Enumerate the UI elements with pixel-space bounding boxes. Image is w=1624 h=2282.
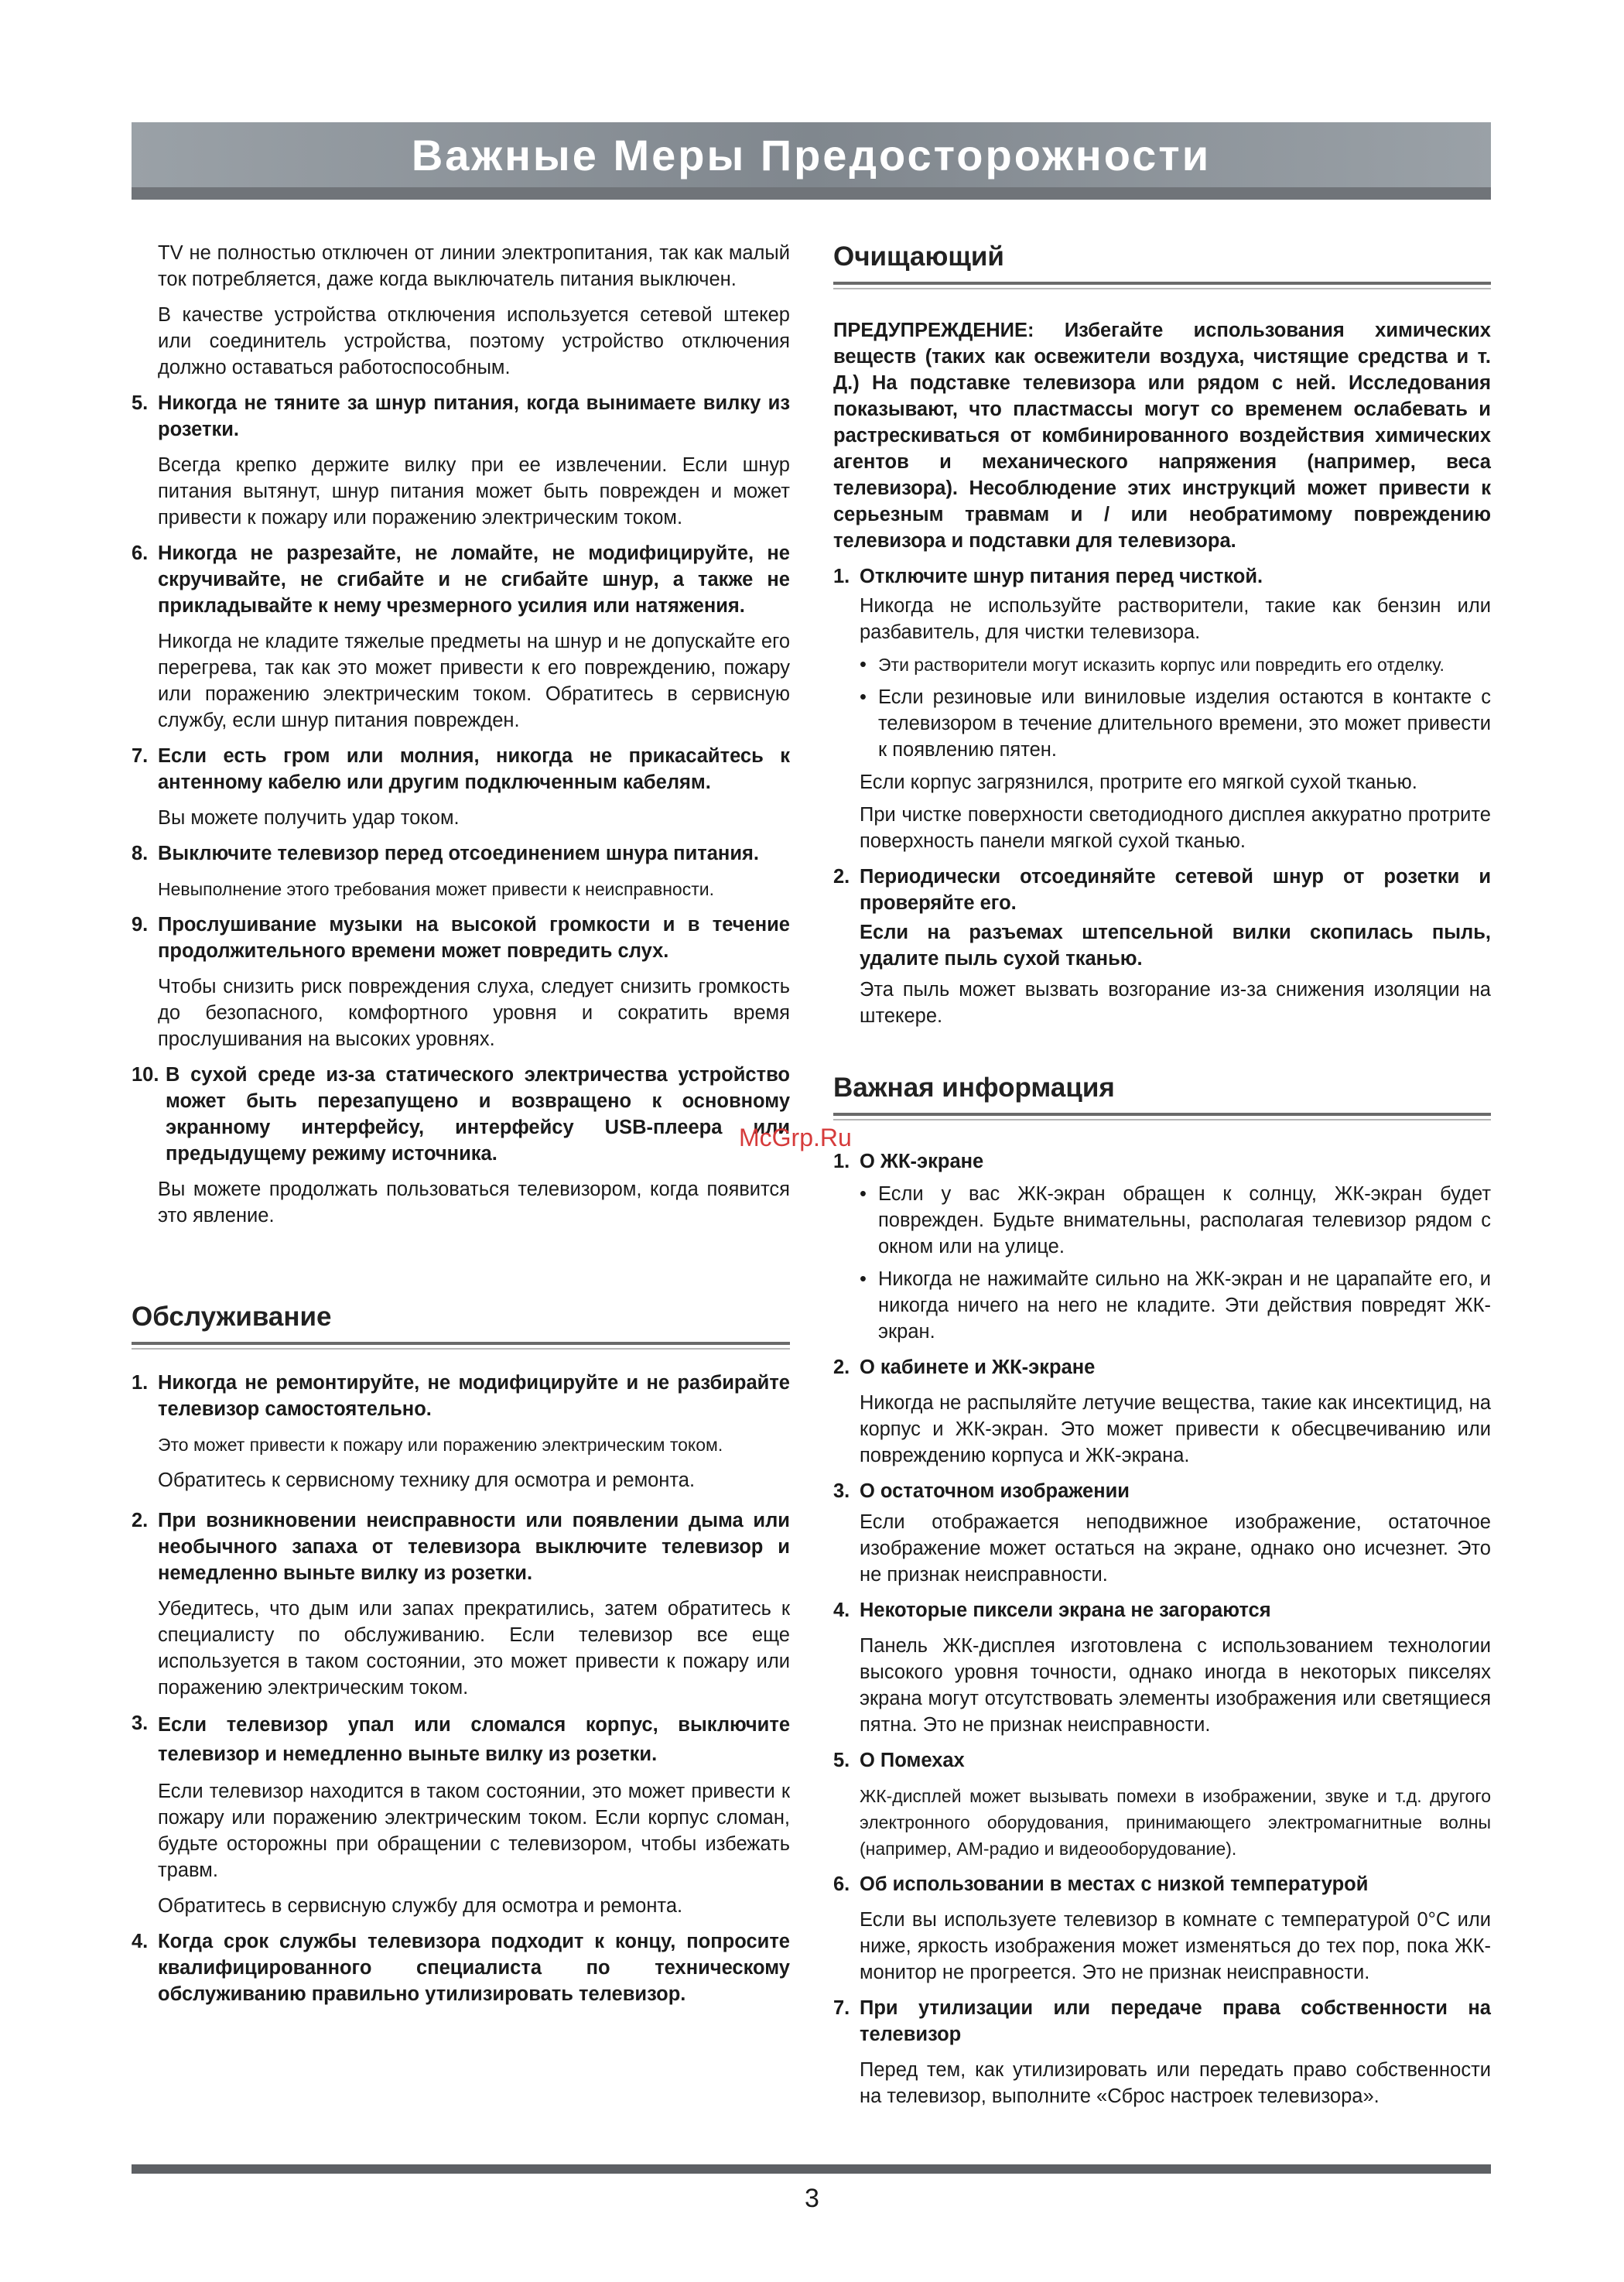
- item-body: ЖК-дисплей может вызывать помехи в изображении, звуке и т.д. другого электронного оборудования, принимающего электромагнитные волны (например, AM-радио и видеооборудование).: [860, 1786, 1491, 1859]
- item-title: Никогда не разрезайте, не ломайте, не модифицируйте, не скручивайте, не сгибайте и не сгибайте шнур, а также не прикладывайте к нему чрезмерного усилия или натяжения.: [158, 542, 790, 617]
- item-number: 2.: [833, 1357, 850, 1378]
- item-title: При утилизации или передаче права собственности на телевизор: [860, 1997, 1491, 2045]
- right-column: [833, 240, 1491, 2109]
- item-body: Если вы используете телевизор в комнате с температурой 0°C или ниже, яркость изображения может изменяться до тех пор, пока ЖК-монитор не прогреется. Это не признак неисправности.: [860, 1909, 1491, 1983]
- section-title-cleaning: Очищающий: [833, 241, 1004, 272]
- page-number: 3: [805, 2184, 819, 2213]
- list-item: [833, 864, 1491, 916]
- item-number: 10.: [132, 1064, 159, 1086]
- item-title: Выключите телевизор перед отсоединением шнура питания.: [158, 843, 759, 864]
- item-body: Никогда не используйте растворители, такие как бензин или разбавитель, для чистки телевизора.: [860, 595, 1491, 643]
- section-divider: [833, 1113, 1491, 1120]
- item-body: Перед тем, как утилизировать или передать право собственности на телевизор, выполните «Сброс настроек телевизора».: [860, 2059, 1491, 2107]
- item-title: Прослушивание музыки на высокой громкости и в течение продолжительного времени может повредить слух.: [158, 914, 790, 962]
- item-number: 4.: [833, 1599, 850, 1621]
- list-item: [833, 1871, 1491, 1897]
- bullet-item: [833, 1266, 1491, 1345]
- item-title: При возникновении неисправности или появлении дыма или необычного запаха от телевизора выключите телевизор и немедленно выньте вилку из розетки.: [158, 1510, 790, 1584]
- item-title-continued: Если на разъемах штепсельной вилки скопилась пыль, удалите пыль сухой тканью.: [860, 922, 1491, 970]
- bullet-text: Никогда не нажимайте сильно на ЖК-экран и не царапайте его, и никогда ничего на него не кладите. Эти действия повредят ЖК-экран.: [878, 1268, 1491, 1343]
- page-header-banner: [132, 122, 1491, 187]
- item-number: 1.: [132, 1372, 149, 1394]
- list-item: [132, 1062, 790, 1167]
- list-item: [132, 1370, 790, 1422]
- list-item: [833, 1597, 1491, 1623]
- item-body: Если корпус загрязнился, протрите его мягкой сухой тканью.: [860, 772, 1417, 793]
- section-divider: [132, 1342, 790, 1350]
- item-body: Убедитесь, что дым или запах прекратились, затем обратитесь к специалисту по обслуживанию. Если телевизор все еще используется в таком состоянии, это может привести к пожару или поражению электрическим током.: [158, 1598, 790, 1699]
- list-item: [833, 1354, 1491, 1380]
- item-number: 4.: [132, 1931, 149, 1952]
- item-body: Панель ЖК-дисплея изготовлена с использованием технологии высокого уровня точности, однако иногда в некоторых пикселях экрана могут отсутствовать элементы изображения или светящиеся пятна. Это не признак неисправности.: [860, 1635, 1491, 1736]
- bullet-icon: •: [860, 1268, 867, 1290]
- item-number: 7.: [132, 745, 149, 767]
- item-body: Это может привести к пожару или поражению электрическим током.: [158, 1435, 723, 1455]
- item-title: О остаточном изображении: [860, 1480, 1130, 1502]
- section-divider: [833, 282, 1491, 289]
- item-body: Никогда не распыляйте летучие вещества, такие как инсектицид, на корпус и ЖК-экран. Это может привести к обесцвечиванию или повреждению корпуса и ЖК-экрана.: [860, 1392, 1491, 1466]
- bullet-text: Если у вас ЖК-экран обращен к солнцу, ЖК-экран будет поврежден. Будьте внимательны, располагая телевизор рядом с окном или на улице.: [878, 1183, 1491, 1257]
- item-title: Если телевизор упал или сломался корпус, выключите телевизор и немедленно выньте вилку из розетки.: [158, 1714, 790, 1765]
- item-title: Никогда не ремонтируйте, не модифицируйте и не разбирайте телевизор самостоятельно.: [158, 1372, 790, 1420]
- item-title: Если есть гром или молния, никогда не прикасайтесь к антенному кабелю или другим подключенным кабелям.: [158, 745, 790, 793]
- footer-rule: [132, 2164, 1491, 2174]
- item-number: 7.: [833, 1997, 850, 2019]
- item-body: Всегда крепко держите вилку при ее извлечении. Если шнур питания вытянут, шнур питания может быть поврежден и может привести к пожару или поражению электрическим током.: [158, 454, 790, 529]
- item-number: 8.: [132, 843, 149, 864]
- bullet-icon: •: [860, 1183, 867, 1205]
- item-number: 2.: [833, 866, 850, 888]
- item-title: О кабинете и ЖК-экране: [860, 1357, 1096, 1378]
- list-item: [132, 743, 790, 795]
- bullet-item: [833, 684, 1491, 763]
- list-item: [132, 1507, 790, 1586]
- item-number: 5.: [132, 392, 149, 414]
- list-item: [833, 1148, 1491, 1175]
- item-body: Вы можете получить удар током.: [158, 807, 460, 829]
- item-number: 1.: [833, 1151, 850, 1172]
- intro-paragraph: TV не полностью отключен от линии электропитания, так как малый ток потребляется, даже когда выключатель питания выключен.: [158, 242, 790, 290]
- section-title-info: Важная информация: [833, 1073, 1115, 1103]
- list-item: [132, 1928, 790, 2007]
- header-underline: [132, 187, 1491, 200]
- section-title-service: Обслуживание: [132, 1302, 332, 1332]
- warning-paragraph: ПРЕДУПРЕЖДЕНИЕ: Избегайте использования химических веществ (таких как освежители воздуха, чистящие средства и т. Д.) На подставке телевизора или рядом с ней. Исследования показывают, что пластмассы могут со временем ослабевать и растрескиваться от комбинированного воздействия химических агентов и механического напряжения (например, веса телевизора). Несоблюдение этих инструкций может привести к серьезным травмам и / или необратимому повреждению телевизора и подставки для телевизора.: [833, 320, 1491, 552]
- list-item: [132, 540, 790, 619]
- left-column: [132, 240, 790, 2007]
- item-body: Если отображается неподвижное изображение, остаточное изображение может остаться на экране, однако оно исчезнет. Это не признак неисправности.: [860, 1511, 1491, 1586]
- item-number: 6.: [833, 1873, 850, 1895]
- item-number: 9.: [132, 914, 149, 936]
- item-title: Отключите шнур питания перед чисткой.: [860, 566, 1263, 587]
- list-item: [132, 840, 790, 867]
- item-number: 5.: [833, 1750, 850, 1771]
- bullet-item: [833, 1181, 1491, 1260]
- item-number: 2.: [132, 1510, 149, 1531]
- item-title: О ЖК-экране: [860, 1151, 984, 1172]
- list-item: [132, 912, 790, 964]
- item-number: 6.: [132, 542, 149, 564]
- intro-paragraph: В качестве устройства отключения используется сетевой штекер или соединитель устройства, поэтому устройство отключения должно оставаться работоспособным.: [158, 304, 790, 378]
- item-title: В сухой среде из-за статического электричества устройство может быть перезапущено и возвращено к основному экранному интерфейсу, интерфейсу USB-плеера или предыдущему режиму источника.: [166, 1064, 790, 1165]
- item-body: Вы можете продолжать пользоваться телевизором, когда появится это явление.: [158, 1179, 790, 1227]
- list-item: [132, 1710, 790, 1769]
- item-body: Невыполнение этого требования может привести к неисправности.: [158, 879, 714, 899]
- list-item: [833, 1747, 1491, 1774]
- item-title: Об использовании в местах с низкой температурой: [860, 1873, 1369, 1895]
- item-title: Периодически отсоединяйте сетевой шнур от розетки и проверяйте его.: [860, 866, 1491, 914]
- item-number: 3.: [132, 1712, 149, 1734]
- page-title: Важные Меры Предосторожности: [411, 130, 1212, 180]
- list-item: [833, 1478, 1491, 1504]
- list-item: [833, 1995, 1491, 2048]
- item-body: Обратитесь в сервисную службу для осмотра и ремонта.: [158, 1895, 683, 1917]
- item-title: Никогда не тяните за шнур питания, когда вынимаете вилку из розетки.: [158, 392, 790, 440]
- item-body: Эта пыль может вызвать возгорание из-за снижения изоляции на штекере.: [860, 979, 1491, 1027]
- bullet-icon: •: [860, 686, 867, 708]
- item-title: Когда срок службы телевизора подходит к концу, попросите квалифицированного специалиста по техническому обслуживанию правильно утилизировать телевизор.: [158, 1931, 790, 2005]
- list-item: [132, 390, 790, 443]
- item-body: Чтобы снизить риск повреждения слуха, следует снизить громкость до безопасного, комфортного уровня и сократить время прослушивания на высоких уровнях.: [158, 976, 790, 1050]
- list-item: [833, 563, 1491, 590]
- item-body: При чистке поверхности светодиодного дисплея аккуратно протрите поверхность панели мягкой сухой тканью.: [860, 804, 1491, 852]
- item-body: Если телевизор находится в таком состоянии, это может привести к пожару или поражению электрическим током. Если корпус сломан, будьте осторожны при обращении с телевизором, чтобы избежать травм.: [158, 1781, 790, 1881]
- item-number: 1.: [833, 566, 850, 587]
- watermark: McGrp.Ru: [739, 1124, 852, 1151]
- item-title: О Помехах: [860, 1750, 965, 1771]
- bullet-text: Если резиновые или виниловые изделия остаются в контакте с телевизором в течение длительного времени, это может привести к появлению пятен.: [878, 686, 1491, 761]
- item-body: Никогда не кладите тяжелые предметы на шнур и не допускайте его перегрева, так как это может привести к его повреждению, пожару или поражению электрическим током. Обратитесь в сервисную службу, если шнур питания поврежден.: [158, 631, 790, 731]
- item-body: Обратитесь к сервисному технику для осмотра и ремонта.: [158, 1469, 696, 1491]
- item-number: 3.: [833, 1480, 850, 1502]
- item-title: Некоторые пиксели экрана не загораются: [860, 1599, 1271, 1621]
- bullet-item: [833, 652, 1491, 678]
- bullet-icon: •: [860, 654, 867, 676]
- bullet-text: Эти растворители могут исказить корпус или повредить его отделку.: [878, 655, 1445, 675]
